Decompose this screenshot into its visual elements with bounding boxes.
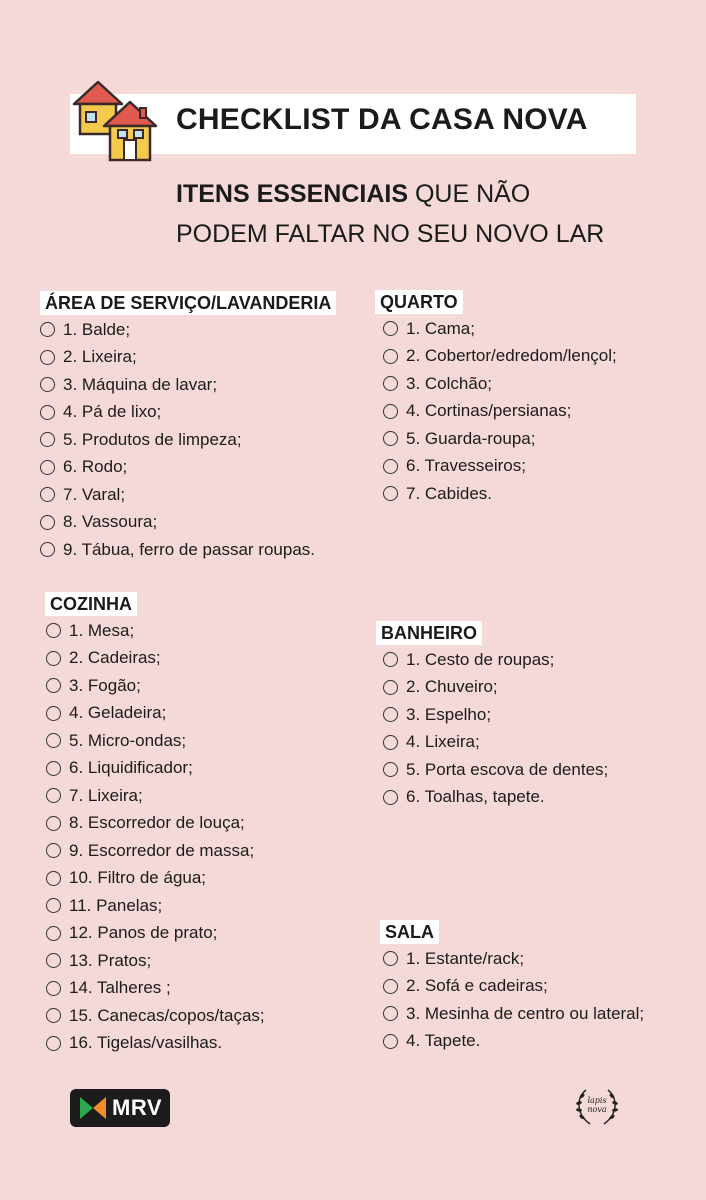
radio-circle-icon[interactable] [383, 735, 398, 750]
section-title-sala: SALA [380, 920, 439, 944]
checklist-item[interactable] [46, 920, 265, 948]
checklist-item[interactable] [383, 973, 644, 1001]
section-title-banheiro: BANHEIRO [376, 621, 482, 645]
checklist-item-label: 13. Pratos; [69, 950, 152, 970]
checklist-item[interactable] [383, 1000, 644, 1028]
checklist-item-label: 4. Cortinas/persianas; [406, 401, 572, 421]
radio-circle-icon[interactable] [46, 1008, 61, 1023]
checklist-item-label: 4. Geladeira; [69, 703, 167, 723]
checklist-item-label: 7. Varal; [63, 484, 126, 504]
checklist-item[interactable] [383, 701, 608, 729]
checklist-item[interactable] [383, 945, 644, 973]
radio-circle-icon[interactable] [40, 350, 55, 365]
checklist-item-label: 1. Cesto de roupas; [406, 649, 555, 669]
list-area-servico [40, 316, 315, 564]
radio-circle-icon[interactable] [46, 953, 61, 968]
radio-circle-icon[interactable] [46, 1036, 61, 1051]
laurel-text-line-1: lapis [587, 1096, 607, 1105]
checklist-item[interactable] [383, 453, 617, 481]
checklist-item[interactable] [40, 399, 315, 427]
checklist-item[interactable] [46, 865, 265, 893]
section-title-quarto: QUARTO [375, 290, 463, 314]
radio-circle-icon[interactable] [40, 542, 55, 557]
checklist-item[interactable] [383, 315, 617, 343]
checklist-item-label: 6. Rodo; [63, 457, 128, 477]
checklist-item-label: 12. Panos de prato; [69, 923, 218, 943]
checklist-item-label: 16. Tigelas/vasilhas. [69, 1033, 223, 1053]
checklist-item-label: 2. Sofá e cadeiras; [406, 976, 548, 996]
checklist-item-label: 9. Tábua, ferro de passar roupas. [63, 539, 316, 559]
checklist-item[interactable] [40, 454, 315, 482]
checklist-item[interactable] [46, 837, 265, 865]
radio-circle-icon[interactable] [40, 487, 55, 502]
checklist-item-label: 4. Pá de lixo; [63, 402, 162, 422]
radio-circle-icon[interactable] [46, 981, 61, 996]
checklist-item-label: 3. Fogão; [69, 675, 141, 695]
radio-circle-icon[interactable] [40, 515, 55, 530]
checklist-item-label: 4. Tapete. [406, 1031, 481, 1051]
radio-circle-icon[interactable] [46, 816, 61, 831]
checklist-item[interactable] [40, 509, 315, 537]
radio-circle-icon[interactable] [40, 322, 55, 337]
checklist-item-label: 4. Lixeira; [406, 732, 480, 752]
radio-circle-icon[interactable] [40, 377, 55, 392]
radio-circle-icon[interactable] [383, 404, 398, 419]
radio-circle-icon[interactable] [40, 432, 55, 447]
laurel-stamp [572, 1084, 622, 1128]
radio-circle-icon[interactable] [383, 321, 398, 336]
checklist-item[interactable] [383, 480, 617, 508]
radio-circle-icon[interactable] [383, 431, 398, 446]
radio-circle-icon[interactable] [383, 376, 398, 391]
checklist-item[interactable] [383, 784, 608, 812]
radio-circle-icon[interactable] [383, 652, 398, 667]
checklist-item[interactable] [383, 398, 617, 426]
page-title: CHECKLIST DA CASA NOVA [176, 103, 588, 136]
checklist-item[interactable] [46, 947, 265, 975]
checklist-item-label: 2. Lixeira; [63, 347, 137, 367]
checklist-item[interactable] [40, 371, 315, 399]
page-subtitle [176, 174, 604, 254]
checklist-item-label: 6. Liquidificador; [69, 758, 193, 778]
subtitle-line-1 [176, 174, 604, 214]
subtitle-line-2: PODEM FALTAR NO SEU NOVO LAR [176, 220, 605, 248]
checklist-item[interactable] [46, 700, 265, 728]
checklist-item[interactable] [383, 343, 617, 371]
radio-circle-icon[interactable] [383, 486, 398, 501]
radio-circle-icon[interactable] [46, 651, 61, 666]
checklist-item-label: 2. Cadeiras; [69, 648, 161, 668]
list-cozinha [46, 617, 265, 1057]
list-sala [383, 945, 644, 1055]
subtitle-rest: QUE NÃO [408, 180, 531, 208]
checklist-item-label: 2. Chuveiro; [406, 677, 498, 697]
radio-circle-icon[interactable] [46, 871, 61, 886]
radio-circle-icon[interactable] [46, 733, 61, 748]
radio-circle-icon[interactable] [383, 790, 398, 805]
checklist-item[interactable] [40, 481, 315, 509]
checklist-item-label: 8. Escorredor de louça; [69, 813, 245, 833]
radio-circle-icon[interactable] [46, 761, 61, 776]
radio-circle-icon[interactable] [40, 460, 55, 475]
checklist-item[interactable] [46, 1030, 265, 1058]
radio-circle-icon[interactable] [46, 898, 61, 913]
radio-circle-icon[interactable] [383, 680, 398, 695]
subtitle-bold: ITENS ESSENCIAIS [176, 180, 408, 208]
checklist-item-label: 2. Cobertor/edredom/lençol; [406, 346, 617, 366]
checklist-item[interactable] [46, 810, 265, 838]
checklist-item[interactable] [46, 645, 265, 673]
radio-circle-icon[interactable] [383, 349, 398, 364]
radio-circle-icon[interactable] [383, 1006, 398, 1021]
checklist-item[interactable] [46, 892, 265, 920]
radio-circle-icon[interactable] [46, 843, 61, 858]
checklist-item-label: 9. Escorredor de massa; [69, 840, 255, 860]
checklist-item[interactable] [46, 672, 265, 700]
checklist-item[interactable] [40, 536, 315, 564]
checklist-item[interactable] [46, 975, 265, 1003]
checklist-item[interactable] [46, 755, 265, 783]
list-quarto [383, 315, 617, 508]
radio-circle-icon[interactable] [46, 706, 61, 721]
checklist-item[interactable] [383, 756, 608, 784]
checklist-item-label: 7. Lixeira; [69, 785, 143, 805]
radio-circle-icon[interactable] [383, 707, 398, 722]
radio-circle-icon[interactable] [46, 926, 61, 941]
radio-circle-icon[interactable] [40, 405, 55, 420]
checklist-item[interactable] [383, 425, 617, 453]
checklist-item-label: 1. Estante/rack; [406, 948, 525, 968]
laurel-text-line-2: nova [587, 1105, 607, 1114]
checklist-item-label: 5. Guarda-roupa; [406, 428, 536, 448]
checklist-item-label: 6. Travesseiros; [406, 456, 526, 476]
mrv-mark-icon [80, 1097, 106, 1119]
checklist-item[interactable] [383, 1028, 644, 1056]
checklist-item[interactable] [46, 1002, 265, 1030]
checklist-item[interactable] [383, 729, 608, 757]
checklist-item[interactable] [40, 316, 315, 344]
radio-circle-icon[interactable] [383, 1034, 398, 1049]
radio-circle-icon[interactable] [383, 459, 398, 474]
checklist-item-label: 1. Mesa; [69, 620, 135, 640]
checklist-item-label: 1. Balde; [63, 319, 131, 339]
checklist-item[interactable] [46, 617, 265, 645]
radio-circle-icon[interactable] [46, 788, 61, 803]
checklist-item[interactable] [383, 646, 608, 674]
radio-circle-icon[interactable] [46, 678, 61, 693]
radio-circle-icon[interactable] [383, 979, 398, 994]
checklist-item-label: 8. Vassoura; [63, 512, 158, 532]
checklist-item-label: 5. Produtos de limpeza; [63, 429, 242, 449]
checklist-item-label: 11. Panelas; [69, 895, 163, 915]
checklist-item-label: 10. Filtro de água; [69, 868, 207, 888]
checklist-item[interactable] [46, 782, 265, 810]
checklist-item[interactable] [383, 674, 608, 702]
checklist-item[interactable] [40, 344, 315, 372]
checklist-item[interactable] [46, 727, 265, 755]
checklist-item-label: 7. Cabides. [406, 483, 492, 503]
checklist-item-label: 3. Espelho; [406, 704, 492, 724]
list-banheiro [383, 646, 608, 811]
checklist-item-label: 14. Talheres ; [69, 978, 171, 998]
checklist-item-label: 1. Cama; [406, 318, 475, 338]
radio-circle-icon[interactable] [383, 762, 398, 777]
checklist-item-label: 3. Colchão; [406, 373, 492, 393]
section-title-cozinha: COZINHA [45, 592, 137, 616]
houses-icon [68, 70, 164, 166]
section-title-area-servico: ÁREA DE SERVIÇO/LAVANDERIA [40, 291, 336, 315]
checklist-item-label: 15. Canecas/copos/taças; [69, 1005, 265, 1025]
checklist-item-label: 5. Porta escova de dentes; [406, 759, 609, 779]
radio-circle-icon[interactable] [46, 623, 61, 638]
checklist-item[interactable] [383, 370, 617, 398]
checklist-item-label: 3. Mesinha de centro ou lateral; [406, 1003, 645, 1023]
checklist-item[interactable] [40, 426, 315, 454]
mrv-logo [70, 1089, 170, 1127]
checklist-item-label: 6. Toalhas, tapete. [406, 787, 545, 807]
mrv-text: MRV [112, 1095, 162, 1120]
radio-circle-icon[interactable] [383, 951, 398, 966]
laurel-text [572, 1096, 622, 1114]
checklist-item-label: 3. Máquina de lavar; [63, 374, 218, 394]
checklist-item-label: 5. Micro-ondas; [69, 730, 187, 750]
